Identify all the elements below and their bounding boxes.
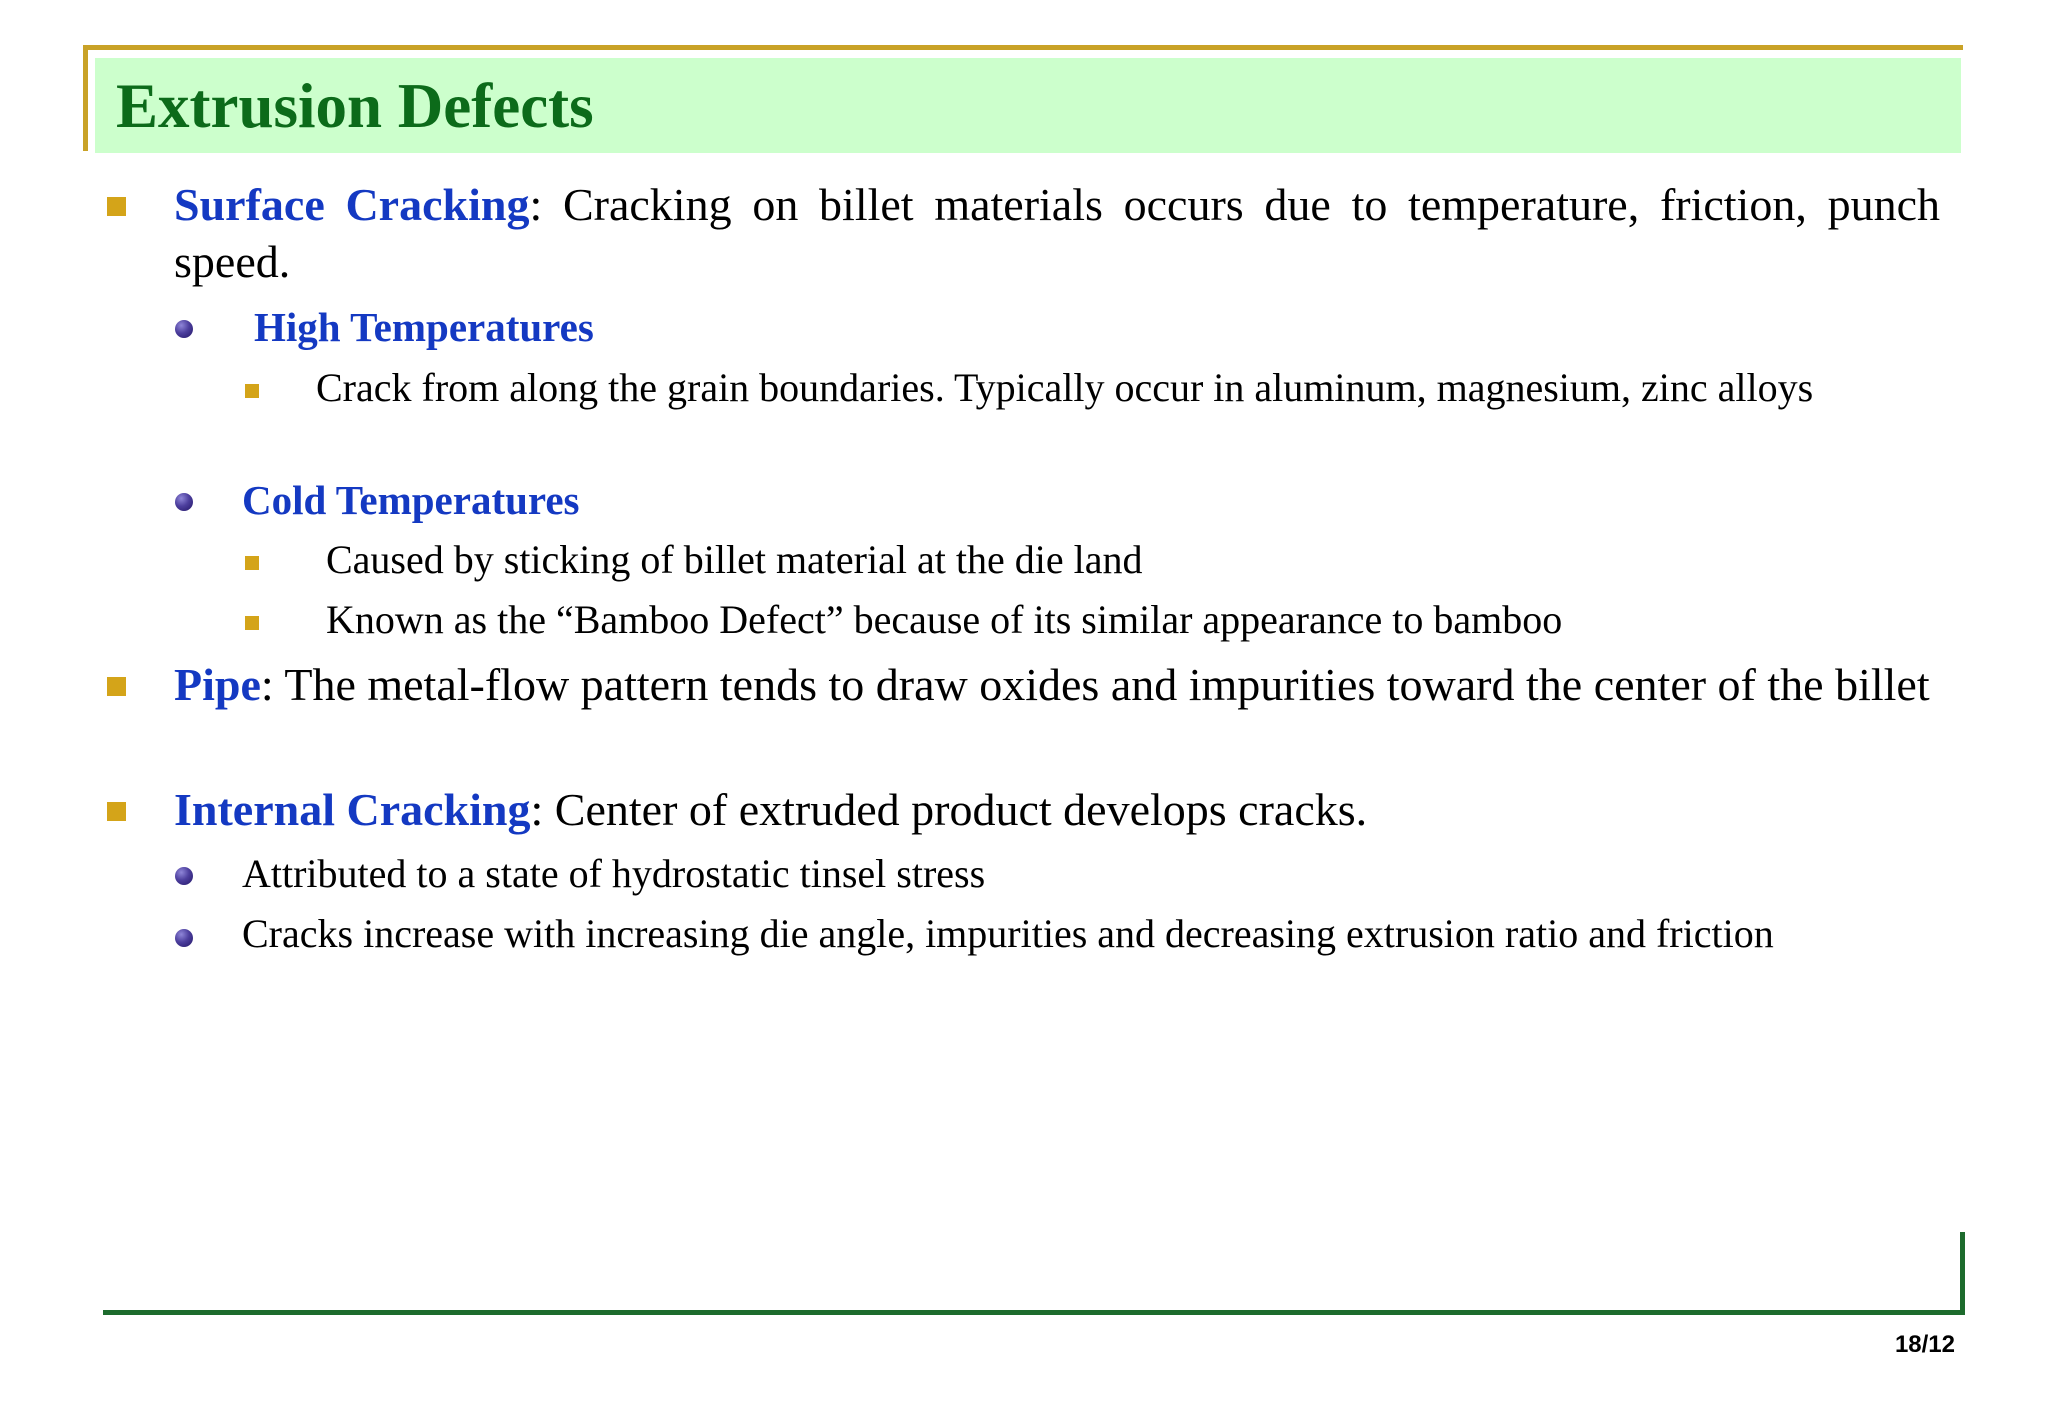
- surface-cracking-paragraph: [174, 176, 1940, 290]
- pipe-term: Pipe: [174, 659, 261, 710]
- high-temperatures-point: Crack from along the grain boundaries. Typically occur in aluminum, magnesium, zinc alloys: [316, 365, 1814, 410]
- internal-cracking-point: Attributed to a state of hydrostatic tinsel stress: [242, 851, 986, 896]
- square-bullet-icon: [245, 616, 259, 630]
- square-bullet-icon: [107, 677, 126, 696]
- surface-cracking-text: : Cracking on billet materials occurs due to temperature, friction, punch speed.: [174, 179, 1940, 287]
- square-bullet-icon: [107, 802, 126, 821]
- surface-cracking-term: Surface Cracking: [174, 179, 530, 230]
- page-number: 18/12: [1894, 1331, 1955, 1358]
- pipe-paragraph: [174, 656, 1940, 713]
- internal-cracking-paragraph: [174, 781, 1367, 838]
- round-bullet-icon: [175, 929, 193, 947]
- internal-cracking-term: Internal Cracking: [174, 784, 531, 835]
- footer-corner-tick: [1960, 1232, 1965, 1315]
- square-bullet-icon: [107, 197, 126, 216]
- pipe-text: : The metal-flow pattern tends to draw oxides and impurities toward the center of the billet: [260, 659, 1930, 710]
- round-bullet-icon: [175, 867, 193, 885]
- footer-rule: [103, 1310, 1965, 1315]
- cold-temperatures-heading: Cold Temperatures: [242, 477, 580, 523]
- square-bullet-icon: [245, 384, 259, 398]
- internal-cracking-text: : Center of extruded product develops cracks.: [530, 784, 1368, 835]
- cold-temperatures-point: Caused by sticking of billet material at the die land: [326, 537, 1143, 582]
- round-bullet-icon: [175, 320, 193, 338]
- high-temperatures-heading: High Temperatures: [254, 304, 594, 350]
- cold-temperatures-point: Known as the “Bamboo Defect” because of its similar appearance to bamboo: [326, 597, 1563, 642]
- title-top-rule: [83, 45, 1963, 50]
- internal-cracking-point: Cracks increase with increasing die angle, impurities and decreasing extrusion ratio and friction: [242, 911, 1774, 956]
- slide-title: Extrusion Defects: [116, 71, 594, 141]
- square-bullet-icon: [245, 556, 259, 570]
- round-bullet-icon: [175, 493, 193, 511]
- title-left-rule: [83, 45, 88, 151]
